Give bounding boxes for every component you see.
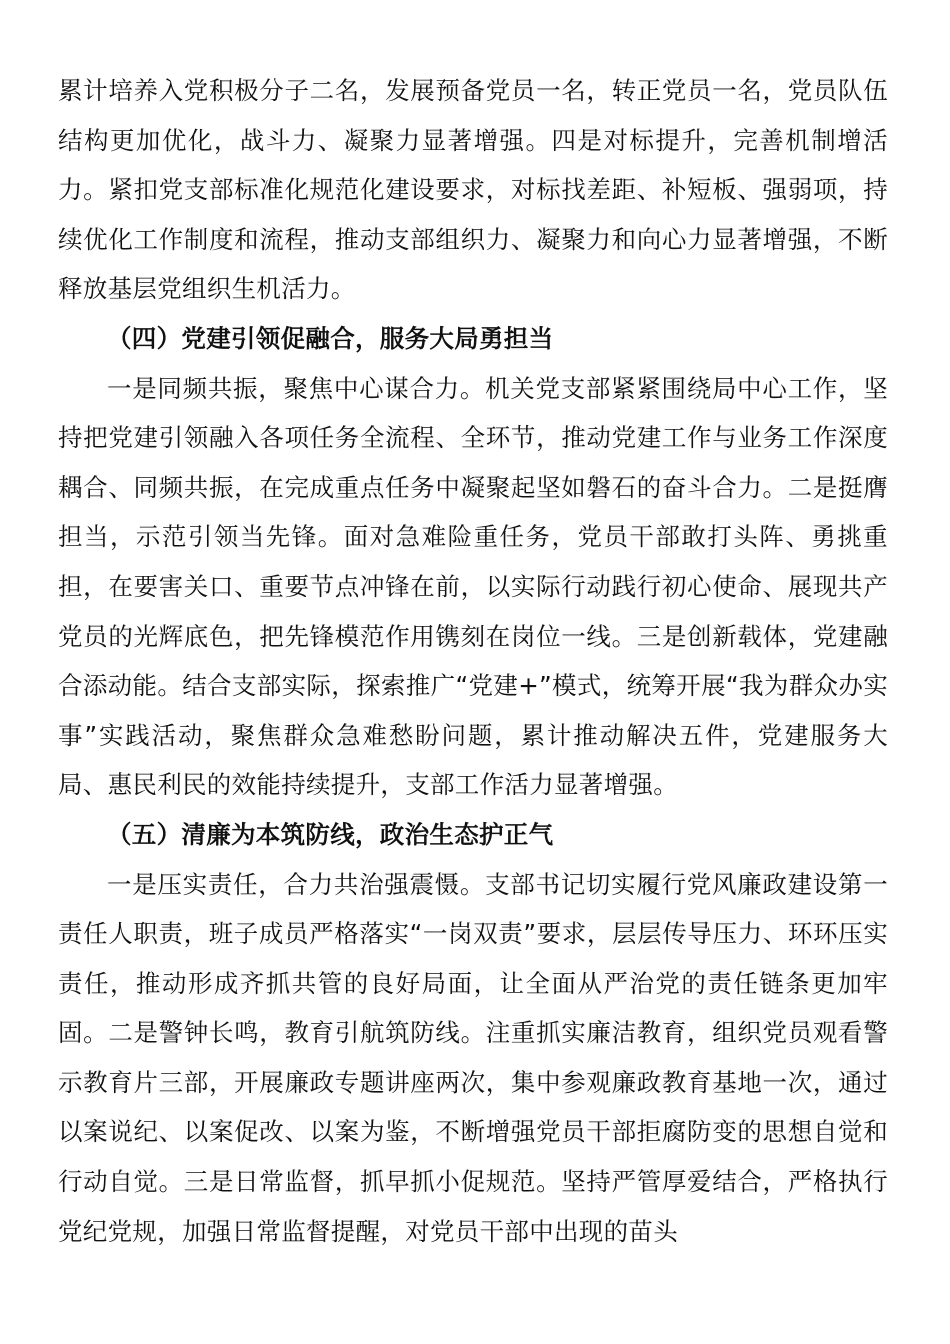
section-heading-5: （五）清廉为本筑防线，政治生态护正气	[107, 819, 554, 849]
document-body	[58, 66, 888, 1256]
paragraph-section-5: 一是压实责任，合力共治强震慑。支部书记切实履行党风廉政建设第一责任人职责，班子成员严格落实“一岗双责”要求，层层传导压力、环环压实责任，推动形成齐抓共管的良好局面，让全面从严治党的责任链条更加牢固。二是警钟长鸣，教育引航筑防线。注重抓实廉洁教育，组织党员观看警示教育片三部，开展廉政专题讲座两次，集中参观廉政教育基地一次，通过以案说纪、以案促改、以案为鉴，不断增强党员干部拒腐防变的思想自觉和行动自觉。三是日常监督，抓早抓小促规范。坚持严管厚爱结合，严格执行党纪党规，加强日常监督提醒，对党员干部中出现的苗头	[58, 869, 888, 1246]
paragraph-section-4: 一是同频共振，聚焦中心谋合力。机关党支部紧紧围绕局中心工作，坚持把党建引领融入各项任务全流程、全环节，推动党建工作与业务工作深度耦合、同频共振，在完成重点任务中凝聚起坚如磐石的奋斗合力。二是挺膺担当，示范引领当先锋。面对急难险重任务，党员干部敢打头阵、勇挑重担，在要害关口、重要节点冲锋在前，以实际行动践行初心使命、展现共产党员的光辉底色，把先锋模范作用镌刻在岗位一线。三是创新载体，党建融合添动能。结合支部实际，探索推广“党建+”模式，统筹开展“我为群众办实事”实践活动，聚焦群众急难愁盼问题，累计推动解决五件，党建服务大局、惠民利民的效能持续提升，支部工作活力显著增强。	[58, 373, 888, 800]
paragraph-continued: 累计培养入党积极分子二名，发展预备党员一名，转正党员一名，党员队伍结构更加优化，战斗力、凝聚力显著增强。四是对标提升，完善机制增活力。紧扣党支部标准化规范化建设要求，对标找差距、补短板、强弱项，持续优化工作制度和流程，推动支部组织力、凝聚力和向心力显著增强，不断释放基层党组织生机活力。	[58, 76, 888, 304]
section-heading-4: （四）党建引领促融合，服务大局勇担当	[107, 323, 554, 353]
